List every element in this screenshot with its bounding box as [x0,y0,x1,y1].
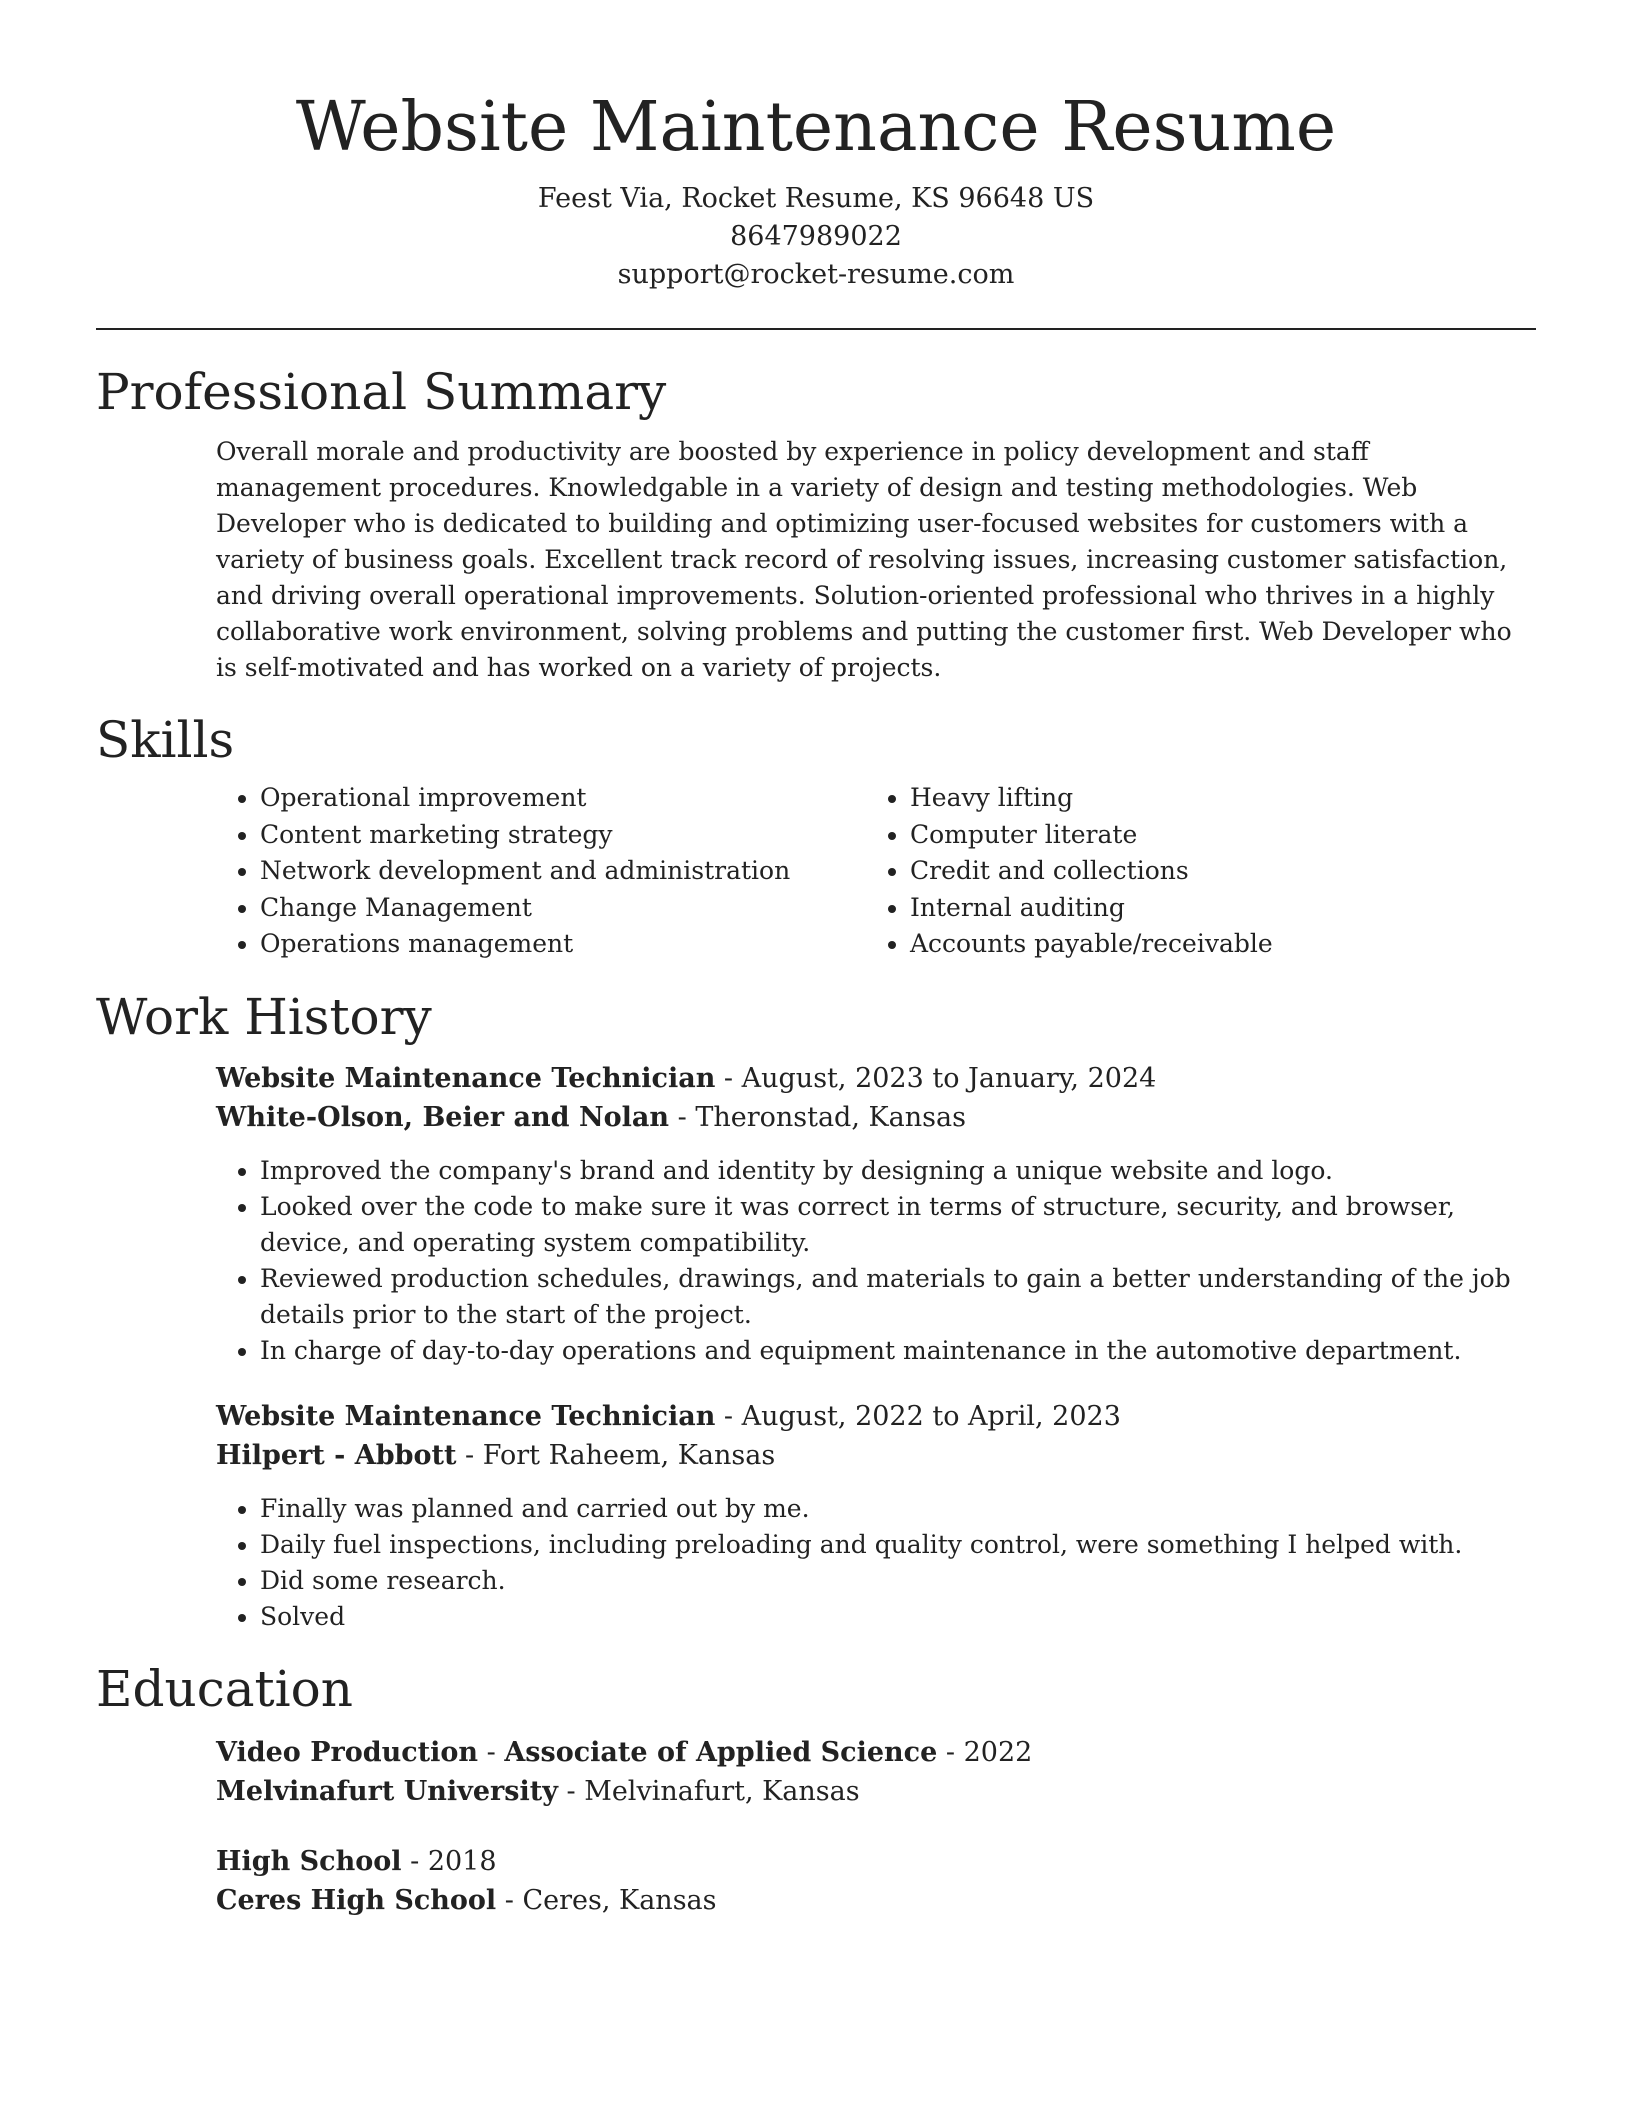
skill-item: • Heavy lifting [910,780,1516,817]
summary-section [96,360,1536,686]
separator: - [456,1439,483,1471]
education-field: High School [216,1845,402,1877]
separator: - [401,1845,428,1877]
resume-page [96,0,1536,1920]
job-bullet: • In charge of day-to-day operations and equipment maintenance in the automotive department. [260,1333,1536,1369]
job-bullet: • Finally was planned and carried out by me. [260,1491,1536,1527]
job-location: Theronstad, Kansas [695,1101,966,1133]
education-school-line [216,1881,1536,1920]
skill-item: • Accounts payable/receivable [910,926,1516,963]
education-degree-line [216,1842,1536,1881]
job-title: Website Maintenance Technician [216,1400,716,1432]
skills-columns [216,780,1536,963]
section-title-summary: Professional Summary [96,363,667,421]
skill-item: • Credit and collections [910,853,1516,890]
job-company-line [216,1098,1536,1137]
contact-address: Feest Via, Rocket Resume, KS 96648 US [537,183,1095,214]
resume-header [96,0,1536,294]
education-entry [216,1733,1536,1811]
job-title-line [216,1397,1536,1436]
section-title-work: Work History [96,987,432,1046]
job-bullet: • Solved [260,1599,1536,1635]
skill-item: • Operational improvement [260,780,866,817]
job-dates: August, 2022 to April, 2023 [741,1400,1121,1432]
separator: - [715,1400,742,1432]
job-company-line [216,1436,1536,1475]
job-company: White-Olson, Beier and Nolan [216,1101,670,1133]
work-section [96,985,1536,1635]
job-entry [216,1397,1536,1635]
separator: - [496,1884,523,1916]
contact-block [96,180,1536,294]
separator: - [669,1101,696,1133]
education-location: Melvinafurt, Kansas [584,1775,860,1807]
resume-title: Website Maintenance Resume [295,88,1337,167]
job-dates: August, 2023 to January, 2024 [741,1062,1157,1094]
job-bullet: • Daily fuel inspections, including preloading and quality control, were something I helped with. [260,1527,1536,1563]
section-title-education: Education [96,1659,353,1718]
separator: - [478,1736,505,1768]
education-year: 2018 [427,1845,497,1877]
skills-list-left [216,780,866,963]
skills-list-right [866,780,1516,963]
job-bullet: • Did some research. [260,1563,1536,1599]
job-bullets [216,1491,1536,1635]
job-title: Website Maintenance Technician [216,1062,716,1094]
job-company: Hilpert - Abbott [216,1439,457,1471]
job-location: Fort Raheem, Kansas [482,1439,776,1471]
skill-item: • Change Management [260,890,866,927]
skill-item: • Network development and administration [260,853,866,890]
education-location: Ceres, Kansas [522,1884,717,1916]
job-bullets [216,1153,1536,1369]
section-title-skills: Skills [96,711,235,769]
summary-text: Overall morale and productivity are boosted by experience in policy development and staff management procedures. Knowledgable in a variety of design and testing methodologies. Web Developer who is dedicated to building and optimizing user-focused websites for customers with a variety of business goals. Excellent track record of resolving issues, increasing customer satisfaction, and driving overall operational improvements. Solution-oriented professional who thrives in a highly collaborative work environment, solving problems and putting the customer first. Web Developer who is self-motivated and has worked on a variety of projects. [216,437,1512,682]
education-school-line [216,1772,1536,1811]
job-bullet: • Reviewed production schedules, drawings, and materials to gain a better understanding of the job details prior to the start of the project. [260,1261,1536,1333]
education-degree: Associate of Applied Science [504,1736,938,1768]
separator: - [557,1775,585,1807]
skills-section [96,708,1536,963]
contact-phone: 8647989022 [730,221,902,252]
education-school: Ceres High School [216,1884,497,1916]
skill-item: • Internal auditing [910,890,1516,927]
job-title-line [216,1059,1536,1098]
header-divider [96,328,1536,330]
skill-item: • Operations management [260,926,866,963]
education-entry [216,1842,1536,1920]
job-bullet: • Looked over the code to make sure it was correct in terms of structure, security, and browser, device, and operating system compatibility. [260,1189,1536,1261]
contact-email: support@rocket-resume.com [617,259,1015,290]
education-field: Video Production [216,1736,479,1768]
job-bullet: • Improved the company's brand and identity by designing a unique website and logo. [260,1153,1536,1189]
education-section [96,1657,1536,1920]
education-year: 2022 [963,1736,1033,1768]
education-school: Melvinafurt University [216,1775,558,1807]
job-entry [216,1059,1536,1369]
skill-item: • Computer literate [910,817,1516,854]
separator: - [937,1736,964,1768]
skill-item: • Content marketing strategy [260,817,866,854]
education-degree-line [216,1733,1536,1772]
separator: - [715,1062,742,1094]
